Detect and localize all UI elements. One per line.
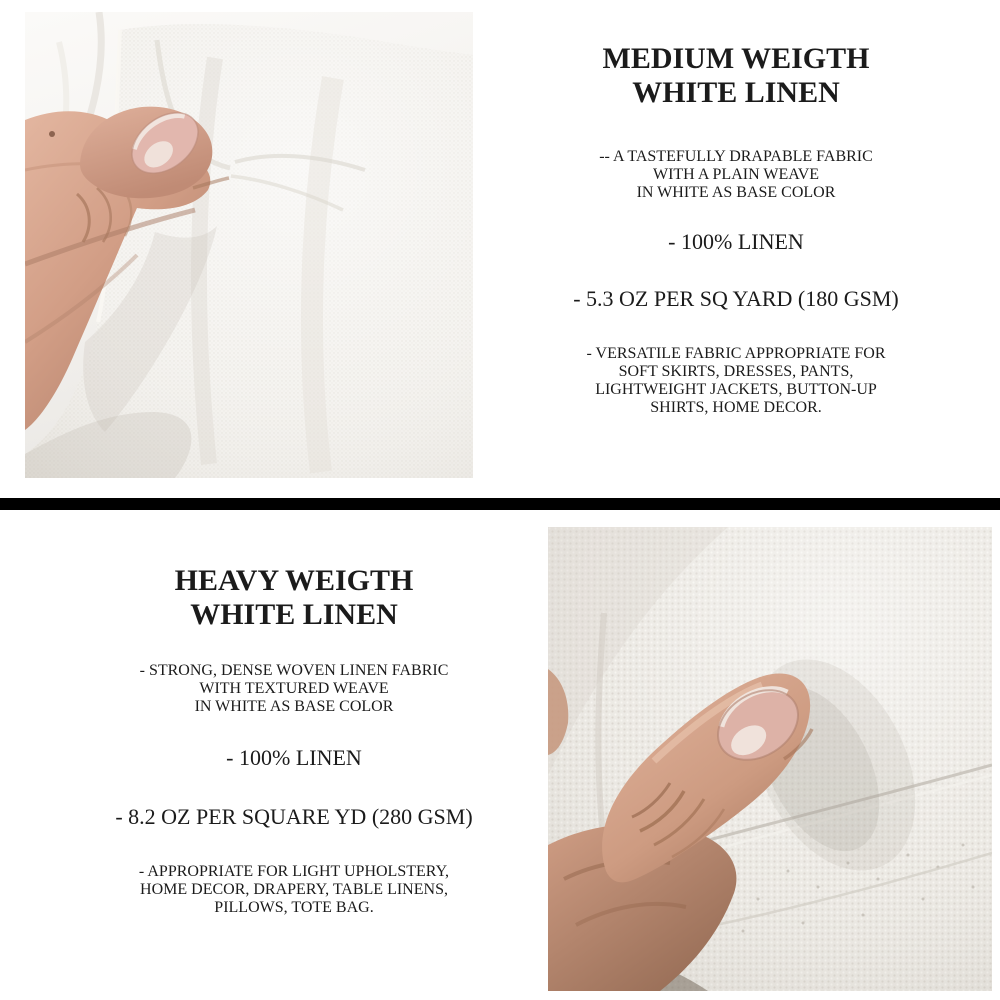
heavy-uses-line-2: HOME DECOR, DRAPERY, TABLE LINENS, <box>140 881 448 899</box>
medium-linen-text-column <box>472 0 1000 433</box>
medium-title-line-1: MEDIUM WEIGTH <box>602 42 870 75</box>
section-divider-bar <box>0 498 1000 510</box>
heavy-desc-line-3: IN WHITE AS BASE COLOR <box>194 698 394 716</box>
heavy-title-line-1: HEAVY WEIGTH <box>174 564 414 597</box>
medium-desc-line-1: -- A TASTEFULLY DRAPABLE FABRIC <box>599 148 873 166</box>
heavy-desc-line-2: WITH TEXTURED WEAVE <box>199 680 389 698</box>
heavy-desc-line-1: - STRONG, DENSE WOVEN LINEN FABRIC <box>139 662 449 680</box>
heavy-uses-line-3: PILLOWS, TOTE BAG. <box>214 899 374 917</box>
medium-title-line-2: WHITE LINEN <box>632 75 840 109</box>
medium-uses-line-2: SOFT SKIRTS, DRESSES, PANTS, <box>618 363 854 381</box>
medium-uses-line-3: LIGHTWEIGHT JACKETS, BUTTON-UP <box>595 381 877 399</box>
heavy-title-line-2: WHITE LINEN <box>190 597 398 631</box>
heavy-linen-composition: - 100% LINEN <box>226 745 362 771</box>
medium-desc-line-3: IN WHITE AS BASE COLOR <box>636 184 836 202</box>
hand-pinching-fabric-illustration <box>25 12 473 478</box>
medium-linen-photo <box>25 12 473 478</box>
medium-uses-line-1: - VERSATILE FABRIC APPROPRIATE FOR <box>586 345 886 363</box>
heavy-linen-photo <box>548 527 992 991</box>
heavy-linen-weight-spec: - 8.2 OZ PER SQUARE YD (280 GSM) <box>115 803 473 829</box>
medium-linen-title <box>472 42 1000 109</box>
medium-linen-composition: - 100% LINEN <box>668 229 804 255</box>
medium-linen-weight-spec: - 5.3 OZ PER SQ YARD (180 GSM) <box>573 285 899 311</box>
heavy-uses-line-1: - APPROPRIATE FOR LIGHT UPHOLSTERY, <box>138 863 450 881</box>
thumb-on-fabric-illustration <box>548 527 992 991</box>
heavy-linen-text-column <box>20 510 568 933</box>
medium-uses-line-4: SHIRTS, HOME DECOR. <box>650 399 822 417</box>
medium-desc-line-2: WITH A PLAIN WEAVE <box>652 166 820 184</box>
heavy-linen-title <box>20 564 568 631</box>
